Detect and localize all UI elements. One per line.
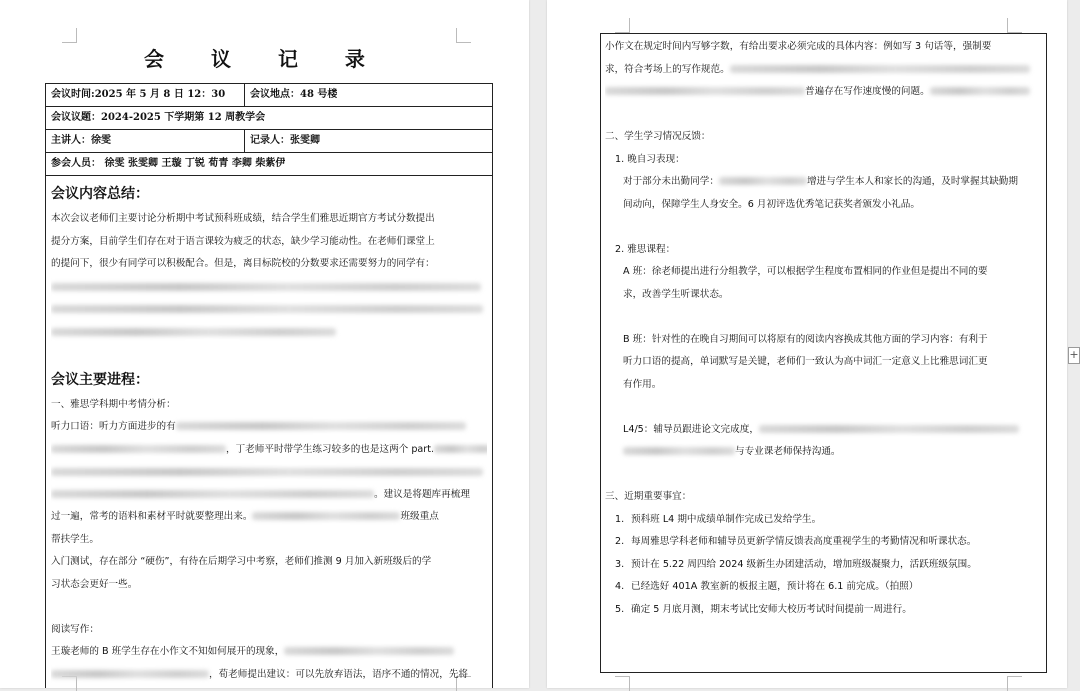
writing-line [605, 81, 1042, 104]
listening-line [51, 439, 487, 462]
crop-mark [456, 28, 471, 43]
text-segment: 听力口语：听力方面进步的有 [51, 421, 176, 432]
text-segment: 帮扶学生。 [51, 533, 99, 545]
meeting-location: 会议地点：48 号楼 [250, 89, 338, 100]
redacted-text [719, 177, 807, 185]
meeting-content [46, 176, 492, 686]
meeting-record-table [45, 83, 493, 688]
list-item [605, 531, 1042, 554]
summary-line: 本次会议老师们主要讨论分析期中考试预科班成绩，结合学生们雅思近期官方考试分数提出 [51, 213, 435, 224]
sec2-item-1-line: 间动向，保障学生人身安全。6 月初评选优秀笔记获奖者颁发小礼品。 [623, 198, 920, 210]
meeting-time: 会议时间:2025 年 5 月 8 日 12：30 [46, 84, 245, 106]
meta-row-attendees [46, 153, 492, 176]
reading-writing-heading: 阅读写作： [51, 623, 99, 635]
redacted-text [605, 87, 805, 95]
sec2-item-2-line: 求，改善学生听课状态。 [623, 288, 729, 300]
list-text: 预科班 L4 期中成绩单制作完成已发给学生。 [631, 513, 822, 525]
meeting-speaker: 主讲人：徐雯 [46, 130, 245, 152]
meeting-recorder: 记录人：张雯卿 [250, 135, 320, 146]
section-2-heading: 二、学生学习情况反馈： [605, 131, 711, 142]
listening-line [51, 529, 487, 552]
reading-line [51, 641, 487, 664]
list-number: 3. [615, 558, 625, 570]
crop-mark [62, 28, 77, 43]
document-page-1 [0, 0, 529, 688]
redacted-text [434, 445, 487, 453]
redacted-text [252, 512, 400, 520]
list-number: 4. [615, 581, 625, 592]
redacted-text [51, 276, 487, 299]
sec2-item-2-title: 2. 雅思课程： [615, 243, 676, 255]
text-segment: L4/5：辅导员跟进论文完成度， [623, 423, 759, 435]
crop-mark [1007, 676, 1022, 691]
redacted-text [930, 87, 1030, 95]
redacted-text [623, 447, 735, 455]
list-text: 预计在 5.22 周四给 2024 级新生办团建活动，增加班级凝聚力，活跃班级氛围。 [631, 558, 977, 570]
text-segment: ，荀老师提出建议：可以先放弃语法，语序不通的情况，先将 [209, 668, 469, 680]
crop-mark [615, 676, 630, 691]
redacted-text [284, 647, 454, 655]
sec2-item-2-line: B 班：针对性的在晚自习期间可以将原有的阅读内容换成其他方面的学习内容：有利于 [623, 333, 988, 345]
meeting-record-continued [600, 33, 1047, 673]
redacted-text [51, 461, 487, 484]
listening-line: 入门测试，存在部分 “硬伤”，有待在后期学习中考察，老师们推测 9 月加入新班级后的学 [51, 556, 432, 567]
progress-heading: 会议主要进程： [51, 371, 149, 388]
text-segment: 求，符合考场上的写作规范。 [605, 63, 730, 75]
redacted-text [176, 422, 466, 430]
list-number: 1. [615, 513, 625, 525]
summary-heading: 会议内容总结： [51, 186, 149, 202]
list-text: 每周雅思学科老师和辅导员更新学情反馈表高度重视学生的考勤情况和听课状态。 [631, 536, 977, 547]
redacted-text [730, 65, 1030, 73]
text-segment: 过一遍，常考的语料和素材平时就要整理出来。 [51, 511, 253, 522]
meeting-topic: 会议议题：2024-2025 下学期第 12 周教学会 [51, 112, 266, 123]
text-segment: 普遍存在写作速度慢的问题。 [805, 86, 930, 97]
summary-line: 提分方案，目前学生们存在对于语言课较为疲乏的状态，缺少学习能动性。在老师们课堂上 [51, 235, 435, 247]
list-text: 确定 5 月底月测，期末考试比安师大校历考试时间提前一周进行。 [631, 603, 912, 615]
text-segment: 增进与学生本人和家长的沟通，及时掌握其缺勤期 [806, 176, 1018, 187]
redacted-text [51, 670, 209, 678]
writing-line: 小作文在规定时间内写够字数，有给出要求必须完成的具体内容：例如写 3 句话等，强制要 [605, 41, 992, 52]
document-page-2 [547, 0, 1067, 688]
sec2-item-2-line: A 班：徐老师提出进行分组教学，可以根据学生程度布置相同的作业但是提出不同的要 [623, 266, 988, 277]
redacted-text [51, 445, 226, 453]
summary-line: 的提问下，很少有同学可以积极配合。但是，离目标院校的分数要求还需要努力的同学有： [51, 258, 435, 269]
redacted-text [51, 490, 374, 498]
document-title: 会 议 记 录 [144, 47, 385, 71]
text-segment: 与专业课老师保持沟通。 [735, 446, 841, 457]
list-number: 5. [615, 603, 625, 615]
add-section-button[interactable]: + [1068, 347, 1080, 364]
l45-line [605, 419, 1042, 442]
sec2-item-1-line [605, 171, 1042, 194]
meta-row-time [46, 84, 492, 107]
meta-row-people [46, 130, 492, 153]
list-item [605, 599, 1042, 622]
text-segment: 王璇老师的 B 班学生存在小作文不知如何展开的现象， [51, 646, 285, 657]
meta-row-topic [46, 107, 492, 130]
text-segment: 。建议是将题库再梳理 [374, 488, 470, 500]
listening-line: 习状态会更好一些。 [51, 578, 138, 590]
section-3-heading: 三、近期重要事宜： [605, 491, 692, 502]
progress-item-1: 一、雅思学科期中考情分析： [51, 398, 176, 410]
text-segment: ，丁老师平时带学生练习较多的也是这两个 part. [226, 443, 435, 455]
sec2-item-1-title: 1. 晚自习表现： [615, 153, 685, 165]
text-segment: 对于部分未出勤同学： [623, 176, 719, 187]
crop-mark [1007, 18, 1022, 33]
listening-line [51, 484, 487, 507]
redacted-text [51, 298, 487, 321]
list-number: 2. [615, 536, 625, 547]
list-item [605, 554, 1042, 577]
sec2-item-2-line: 听力口语的提高，单词默写是关键，老师们一致认为高中词汇一定意义上比雅思词汇更 [623, 356, 988, 367]
reading-line [51, 664, 487, 687]
redacted-text [759, 425, 1019, 433]
sec2-item-2-line: 有作用。 [623, 378, 662, 390]
l45-line [605, 441, 1042, 464]
meeting-attendees: 参会人员： 徐雯 张雯卿 王璇 丁锐 荀青 李卿 柴紫伊 [51, 158, 286, 169]
crop-mark [615, 18, 630, 33]
listening-line [51, 416, 487, 439]
listening-line [51, 506, 487, 529]
redacted-text [51, 321, 487, 344]
list-item [605, 576, 1042, 599]
text-segment: 班级重点 [400, 511, 439, 522]
list-text: 已经选好 401A 教室新的板报主题，预计将在 6.1 前完成。（拍照） [631, 581, 919, 592]
writing-line [605, 59, 1042, 82]
list-item [605, 509, 1042, 532]
